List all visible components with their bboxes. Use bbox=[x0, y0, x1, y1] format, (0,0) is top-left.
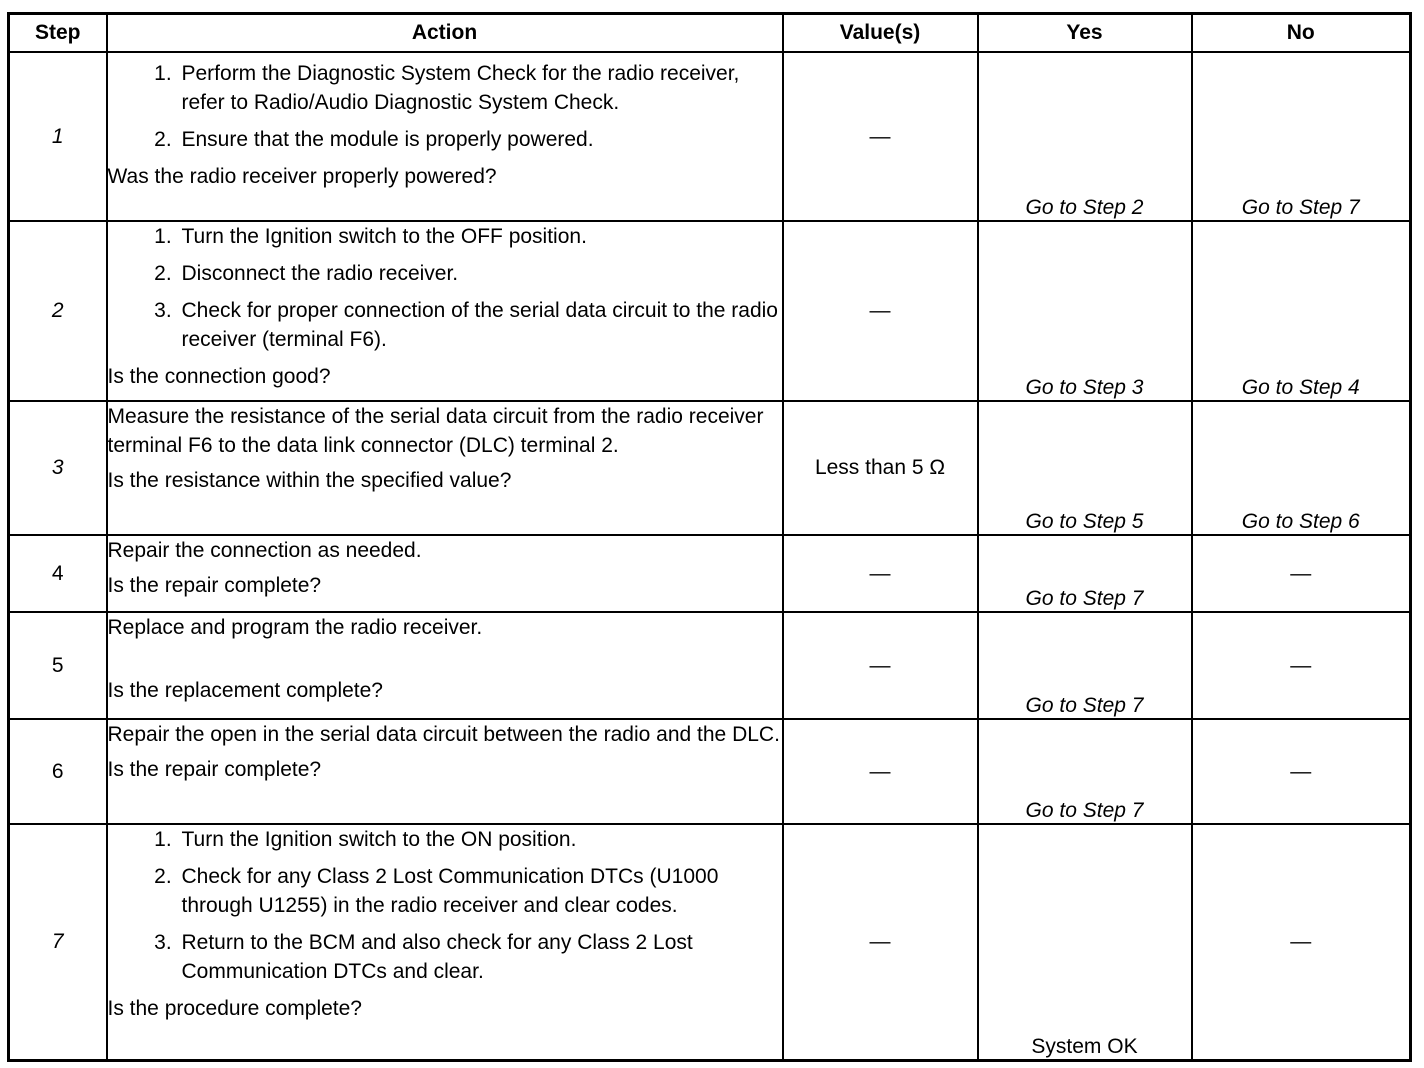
table-row bbox=[9, 719, 1411, 824]
question: Is the procedure complete? bbox=[107, 997, 362, 1020]
step-number: 2 bbox=[9, 221, 107, 401]
substep: 2. Ensure that the module is properly powered. bbox=[178, 125, 782, 154]
substep: 3. Check for proper connection of the serial data circuit to the radio receiver (terminal F6). bbox=[178, 296, 782, 354]
yes-cell bbox=[978, 401, 1192, 535]
yes-cell bbox=[978, 719, 1192, 824]
step-number: 1 bbox=[9, 52, 107, 221]
yes-cell bbox=[978, 52, 1192, 221]
question: Is the replacement complete? bbox=[107, 679, 383, 702]
action-cell bbox=[107, 221, 783, 401]
question: Is the resistance within the specified value? bbox=[107, 469, 512, 492]
substep-list bbox=[108, 222, 782, 354]
header-action: Action bbox=[107, 14, 783, 53]
substep: 1. Turn the Ignition switch to the ON position. bbox=[178, 825, 782, 854]
table-row bbox=[9, 52, 1411, 221]
substep: 2. Check for any Class 2 Lost Communication DTCs (U1000 through U1255) in the radio receiver and clear codes. bbox=[178, 862, 782, 920]
go-to-step-link[interactable]: Go to Step 3 bbox=[1025, 376, 1144, 399]
yes-cell bbox=[978, 221, 1192, 401]
question: Is the repair complete? bbox=[107, 758, 322, 781]
action-text: Measure the resistance of the serial data circuit from the radio receiver terminal F6 to the data link connector (DLC) terminal 2. bbox=[107, 405, 764, 457]
no-cell: — bbox=[1192, 719, 1411, 824]
step-number: 4 bbox=[9, 535, 107, 612]
no-cell: — bbox=[1192, 824, 1411, 1060]
go-to-step-link[interactable]: Go to Step 7 bbox=[1025, 587, 1144, 610]
value-cell: — bbox=[783, 221, 978, 401]
table-row bbox=[9, 221, 1411, 401]
table-row bbox=[9, 612, 1411, 719]
go-to-step-link[interactable]: Go to Step 7 bbox=[1241, 196, 1360, 219]
substep: 1. Turn the Ignition switch to the OFF position. bbox=[178, 222, 782, 251]
action-text: Repair the open in the serial data circuit between the radio and the DLC. bbox=[107, 723, 780, 746]
substep-list bbox=[108, 825, 782, 986]
no-cell: — bbox=[1192, 612, 1411, 719]
no-cell bbox=[1192, 221, 1411, 401]
go-to-step-link[interactable]: Go to Step 7 bbox=[1025, 694, 1144, 717]
substep: 3. Return to the BCM and also check for any Class 2 Lost Communication DTCs and clear. bbox=[178, 928, 782, 986]
action-text: Replace and program the radio receiver. bbox=[107, 616, 483, 639]
header-no: No bbox=[1192, 14, 1411, 53]
yes-cell bbox=[978, 612, 1192, 719]
go-to-step-link[interactable]: Go to Step 5 bbox=[1025, 510, 1144, 533]
substep: 1. Perform the Diagnostic System Check for the radio receiver, refer to Radio/Audio Diagnostic System Check. bbox=[178, 59, 782, 117]
question: Is the connection good? bbox=[107, 365, 331, 388]
diagnostic-table bbox=[7, 12, 1412, 1062]
action-text: Repair the connection as needed. bbox=[107, 539, 422, 562]
substep: 2. Disconnect the radio receiver. bbox=[178, 259, 782, 288]
yes-cell bbox=[978, 535, 1192, 612]
value-cell: — bbox=[783, 719, 978, 824]
value-cell: — bbox=[783, 52, 978, 221]
action-cell bbox=[107, 535, 783, 612]
question: Is the repair complete? bbox=[107, 574, 322, 597]
yes-cell bbox=[978, 824, 1192, 1060]
step-number: 6 bbox=[9, 719, 107, 824]
substep-list bbox=[108, 59, 782, 154]
no-cell: — bbox=[1192, 535, 1411, 612]
go-to-step-link[interactable]: Go to Step 2 bbox=[1025, 196, 1144, 219]
go-to-step-link[interactable]: Go to Step 4 bbox=[1241, 376, 1360, 399]
table-row bbox=[9, 824, 1411, 1060]
question: Was the radio receiver properly powered? bbox=[107, 165, 497, 188]
action-cell bbox=[107, 719, 783, 824]
header-yes: Yes bbox=[978, 14, 1192, 53]
header-values: Value(s) bbox=[783, 14, 978, 53]
step-number: 7 bbox=[9, 824, 107, 1060]
go-to-step-link[interactable]: Go to Step 7 bbox=[1025, 799, 1144, 822]
value-cell: — bbox=[783, 824, 978, 1060]
header-row bbox=[9, 14, 1411, 53]
no-cell bbox=[1192, 401, 1411, 535]
value-cell: Less than 5 Ω bbox=[783, 401, 978, 535]
action-cell bbox=[107, 401, 783, 535]
step-number: 5 bbox=[9, 612, 107, 719]
header-step: Step bbox=[9, 14, 107, 53]
system-ok-text: System OK bbox=[1031, 1034, 1138, 1058]
table-row bbox=[9, 535, 1411, 612]
go-to-step-link[interactable]: Go to Step 6 bbox=[1241, 510, 1360, 533]
value-cell: — bbox=[783, 612, 978, 719]
action-cell bbox=[107, 612, 783, 719]
no-cell bbox=[1192, 52, 1411, 221]
value-cell: — bbox=[783, 535, 978, 612]
action-cell bbox=[107, 52, 783, 221]
action-cell bbox=[107, 824, 783, 1060]
table-row bbox=[9, 401, 1411, 535]
step-number: 3 bbox=[9, 401, 107, 535]
